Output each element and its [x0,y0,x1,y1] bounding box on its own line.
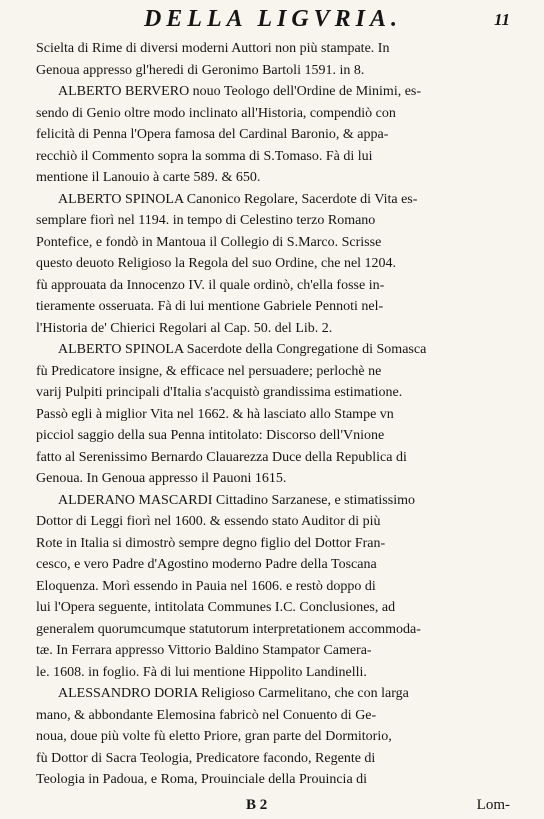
text-line: Teologia in Padoua, e Roma, Prouinciale della Prouincia di [36,772,368,787]
text-line: cesco, e vero Padre d'Agostino moderno Padre della Toscana [36,557,377,572]
text-line: Genoua. In Genoua appresso il Pauoni 1615. [36,471,287,486]
entry-heading-line: ALESSANDRO DORIA Religioso Carmelitano, che con larga [58,686,409,701]
text-line: Dottor di Leggi fiorì nel 1600. & essendo stato Auditor di più [36,514,381,529]
text-line: generalem quorumcumque statutorum interpretationem accommoda- [36,621,421,637]
text-line: Scielta di Rime di diversi moderni Auttori non più stampate. In [36,41,390,56]
body-text [36,38,510,791]
entry-heading-line: ALDERANO MASCARDI Cittadino Sarzanese, e stimatissimo [58,492,415,508]
text-line: tæ. In Ferrara appresso Vittorio Baldino Stampator Camera- [36,643,372,658]
text-line: mentione il Lanouio à carte 589. & 650. [36,170,261,185]
text-line: Eloquenza. Morì essendo in Pauia nel 1606. e restò doppo di [36,578,376,594]
text-line: varij Pulpiti principali d'Italia s'acquistò grandissima estimatione. [36,385,403,400]
text-line: fù approuata da Innocenzo IV. il quale ordinò, ch'ella fosse in- [36,277,385,293]
text-line: Rote in Italia si dimostrò sempre degno figlio del Dottor Fran- [36,535,386,551]
entry-heading-line: ALBERTO SPINOLA Sacerdote della Congregatione di Somasca [58,342,427,357]
text-line: sendo di Genio oltre modo inclinato all'Historia, compendiò con [36,105,396,121]
text-line: semplare fiorì nel 1194. in tempo di Celestino terzo Romano [36,213,376,228]
page-title: DELLA LIGVRIA. [143,6,403,32]
text-line: fù Predicatore insigne, & efficace nel persuadere; perlochè ne [36,363,382,379]
page-number: 11 [493,10,510,29]
text-line: l'Historia de' Chierici Regolari al Cap. 50. del Lib. 2. [36,320,333,336]
running-head [36,6,510,38]
signature-mark: B 2 [246,796,268,813]
text-line: recchiò il Commento sopra la somma di S.Tomaso. Fà di lui [36,148,373,164]
text-line: Passò egli à miglior Vita nel 1662. & hà lasciato allo Stampe vn [36,406,394,422]
text-line: tieramente osseruata. Fà di lui mentione Gabriele Pennoti nel- [36,299,384,314]
text-line: mano, & abbondante Elemosina fabricò nel Conuento di Ge- [36,707,377,723]
catchword: Lom- [476,796,510,813]
text-line: noua, doue più volte fù eletto Priore, gran parte del Dormitorio, [36,729,392,744]
text-line: felicità di Penna l'Opera famosa del Cardinal Baronio, & appa- [36,127,389,142]
entry-heading-line: ALBERTO BERVERO nouo Teologo dell'Ordine de Minimi, es- [58,84,422,99]
text-line: Pontefice, e fondò in Mantoua il Collegio di S.Marco. Scrisse [36,234,382,250]
text-line: questo deuoto Religioso la Regola del suo Ordine, che nel 1204. [36,256,397,271]
page-footer [36,797,510,819]
entry-heading-line: ALBERTO SPINOLA Canonico Regolare, Sacerdote di Vita es- [58,191,418,207]
text-line: lui l'Opera seguente, intitolata Communes I.C. Conclusiones, ad [36,600,396,615]
text-line: le. 1608. in foglio. Fà di lui mentione Hippolito Landinelli. [36,664,367,680]
text-line: fù Dottor di Sacra Teologia, Predicatore facondo, Regente di [36,750,376,766]
text-line: fatto al Serenissimo Bernardo Clauarezza Duce della Republica di [36,449,407,465]
text-line: Genoua appresso gl'heredi di Geronimo Bartoli 1591. in 8. [36,62,365,78]
text-line: picciol saggio della sua Penna intitolato: Discorso dell'Vnione [36,428,385,443]
